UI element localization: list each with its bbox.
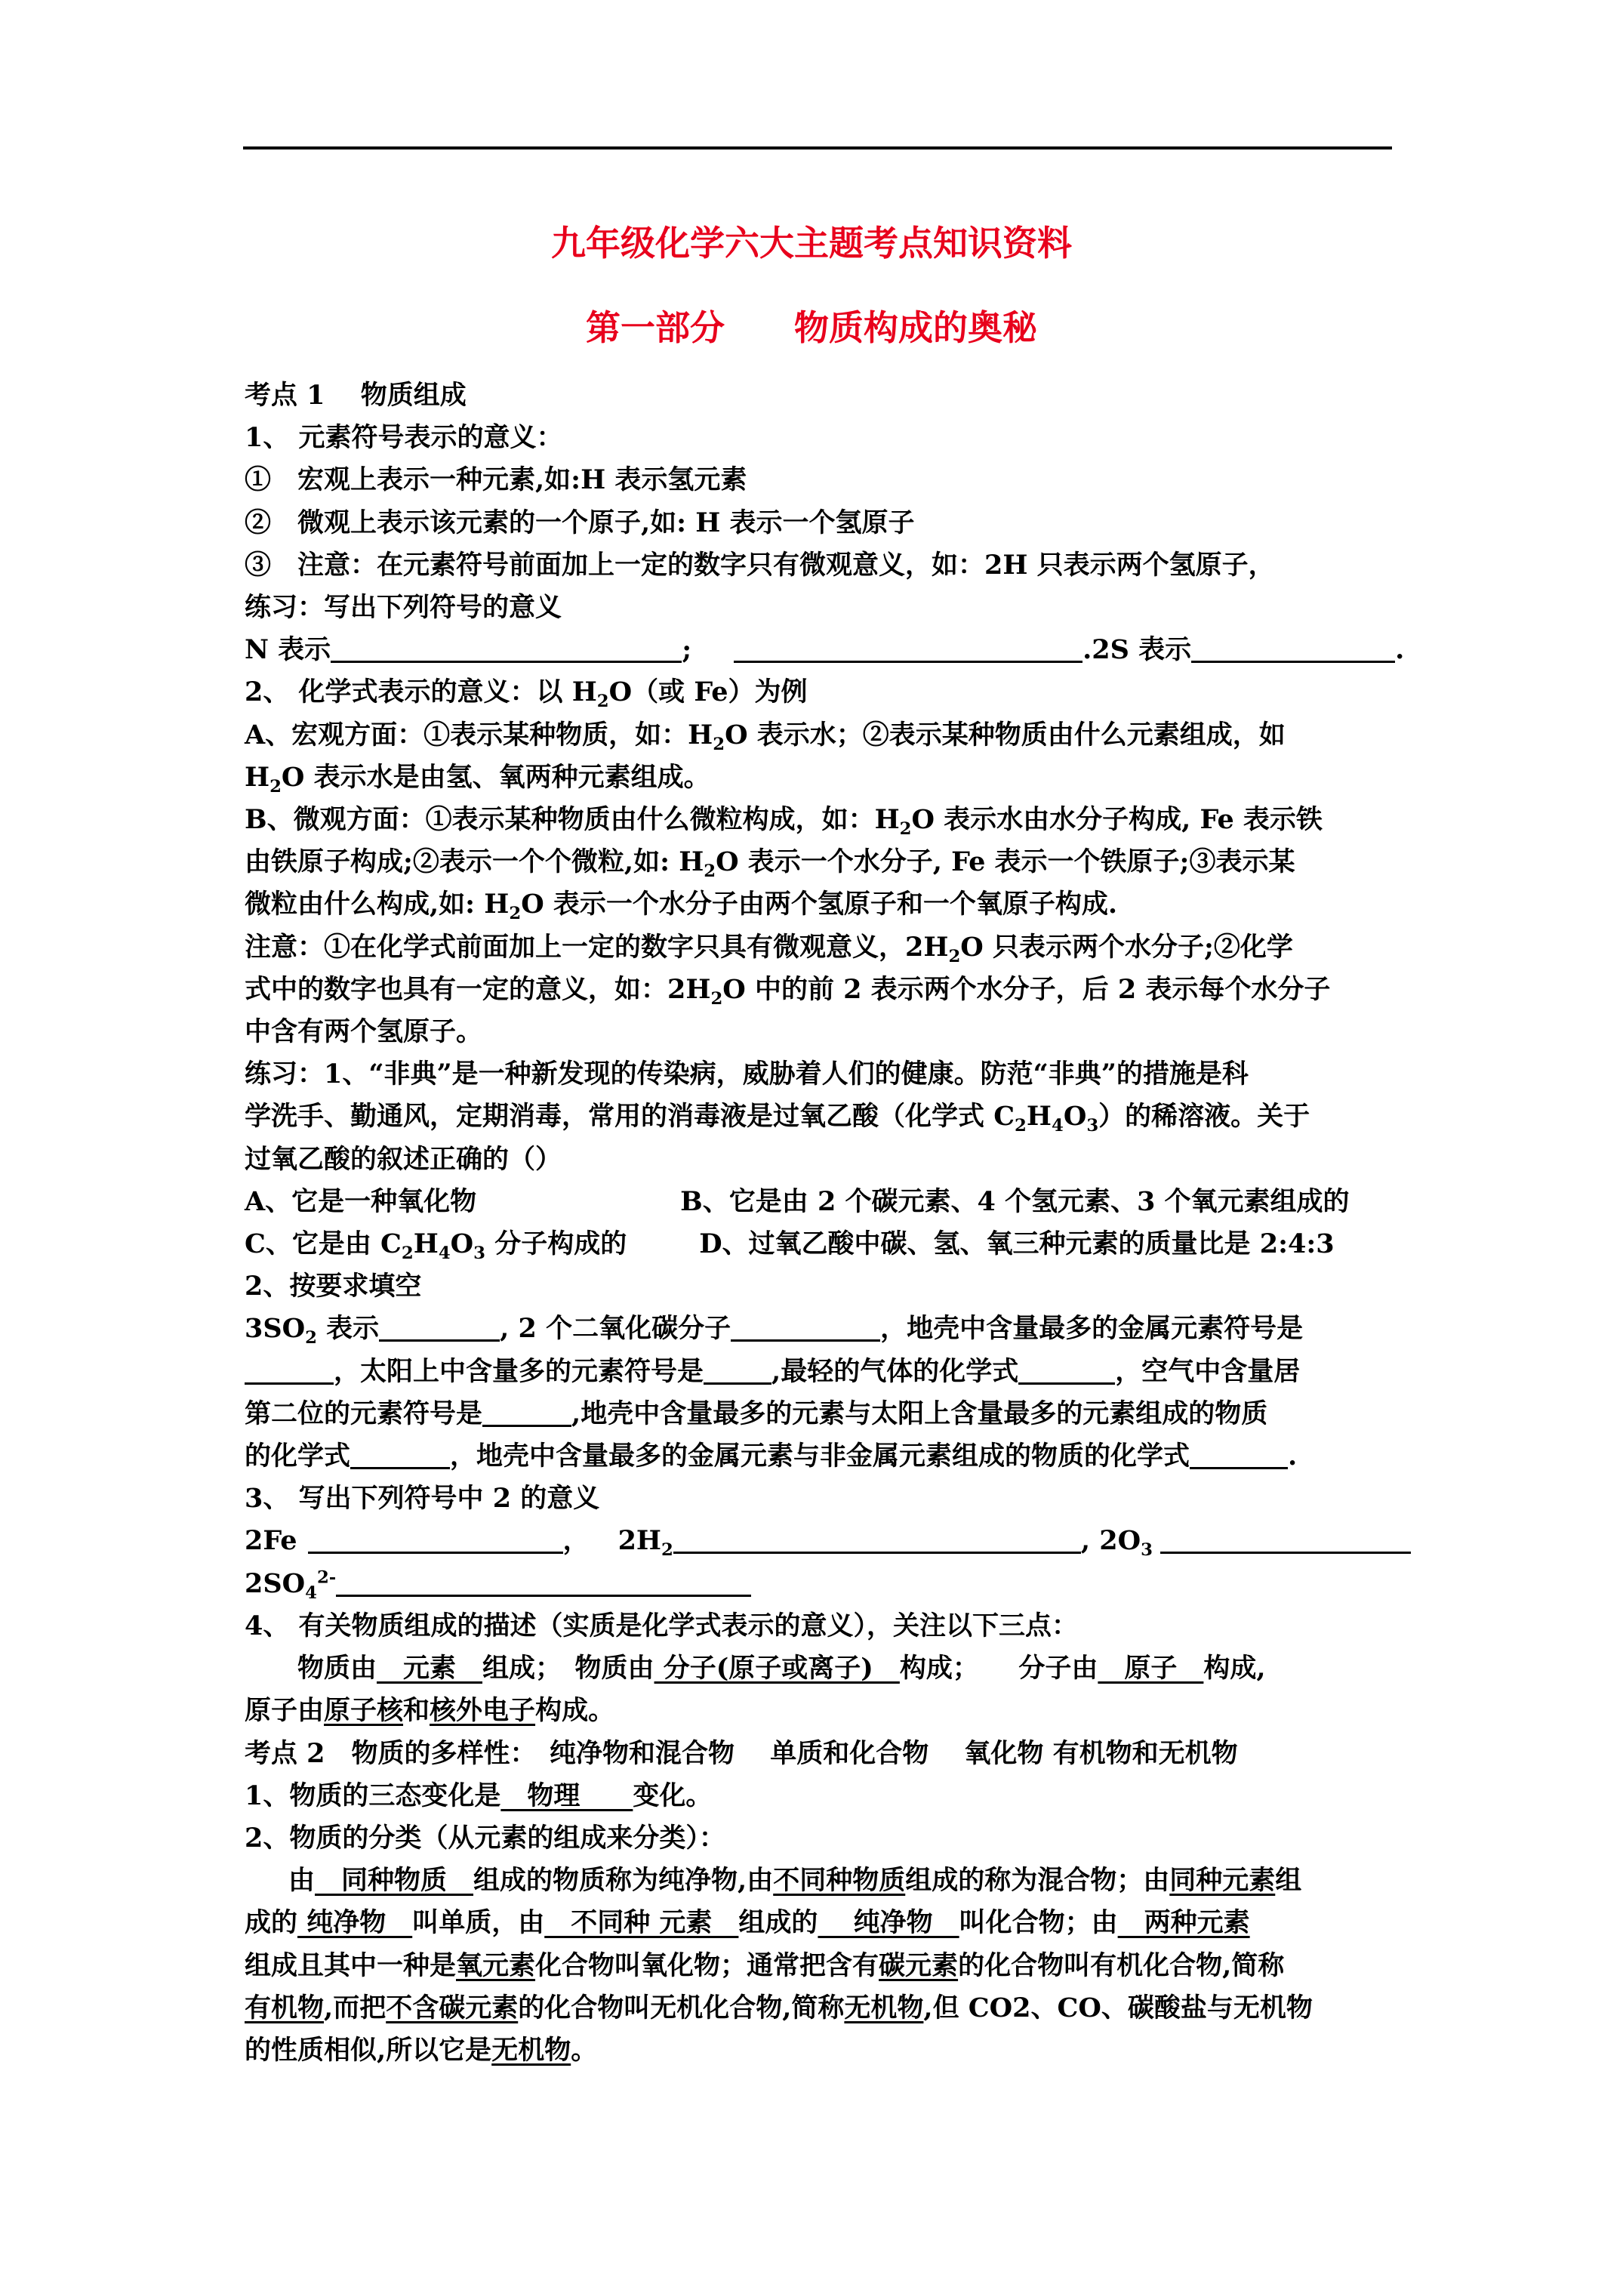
options-row-ab: [245, 1181, 1392, 1223]
classification-line-5: 的性质相似,所以它是无机物。: [245, 2034, 598, 2066]
states-change-line: 1、物质的三态变化是 物理 变化。: [245, 1780, 713, 1811]
item-1-point-3: ③ 注意：在元素符号前面加上一定的数字只有微观意义，如：2H 只表示两个氢原子，: [245, 549, 1275, 581]
exercise-2-line-2: ，太阳上中含量多的元素符号是 ,最轻的气体的化学式 ，空气中含量居: [245, 1351, 1392, 1393]
classification-line-2: 成的 纯净物 叫单质，由 不同种 元素 组成的 纯净物 叫化合物；由 两种元素: [245, 1907, 1250, 1939]
section-title: 第一部分 物质构成的奥秘: [586, 307, 1037, 348]
item-4-line-1: 物质由 元素 组成； 物质由 分子(原子或离子) 构成； 分子由 原子 构成,: [297, 1653, 1266, 1684]
header-rule: [243, 146, 1392, 149]
exercise-2-line-3: 第二位的元素符号是 ,地壳中含量最多的元素与太阳上含量最多的元素组成的物质: [245, 1398, 1268, 1429]
answer-blank[interactable]: [1191, 634, 1395, 663]
answer-blank[interactable]: [331, 634, 682, 663]
option-b[interactable]: B、它是由 2 个碳元素、4 个氢元素、3 个氧元素组成的: [680, 1185, 1350, 1217]
answer-blank[interactable]: [308, 1525, 563, 1554]
document-body: [245, 374, 1405, 2072]
exercise-1-line-2: 学洗手、勤通风，定期消毒，常用的消毒液是过氧乙酸（化学式 $C_2H_4O_3$）的稀溶液。关于: [245, 1101, 1310, 1136]
classification-line-1: 由 同种物质 组成的物质称为纯净物,由不同种物质组成的称为混合物；由同种元素组: [288, 1865, 1302, 1897]
heading-topic-1: 考点 1 物质组成: [245, 380, 467, 411]
exercise-1-line-1: 练习：1、“非典”是一种新发现的传染病，威胁着人们的健康。防范“非典”的措施是科: [245, 1059, 1249, 1090]
answer-blank[interactable]: [1190, 1441, 1288, 1469]
answer-blank[interactable]: [350, 1441, 450, 1469]
answer-blank[interactable]: [379, 1313, 500, 1342]
note-line-3: 中含有两个氢原子。: [245, 1016, 483, 1048]
classification-line-3: 组成且其中一种是氧元素化合物叫氧化物；通常把含有碳元素的化合物叫有机化合物,简称: [245, 1949, 1285, 1981]
item-2-heading: 2、 化学式表示的意义：以 $H_2O$（或 Fe）为例: [245, 676, 808, 712]
item-1-point-2: ② 微观上表示该元素的一个原子,如: H 表示一个氢原子: [245, 507, 915, 538]
exercise-2-line-4: 的化学式 ，地壳中含量最多的金属元素与非金属元素组成的物质的化学式 .: [245, 1441, 1298, 1472]
exercise-3-line-1: 2Fe ， $2H_2$ , $2O_3$: [245, 1520, 1392, 1562]
micro-aspect-line-1: B、微观方面：①表示某种物质由什么微粒构成，如：$H_2O$ 表示水由水分子构成, Fe 表示铁: [245, 804, 1323, 840]
answer-blank[interactable]: [1160, 1525, 1411, 1554]
exercise-line-1: N 表示 ; .2S 表示 .: [245, 634, 1405, 666]
exercise-label: 练习：写出下列符号的意义: [245, 592, 562, 624]
exercise-1-line-3: 过氧乙酸的叙述正确的（）: [245, 1143, 562, 1175]
item-1-heading: 1、 元素符号表示的意义：: [245, 422, 563, 454]
answer-blank[interactable]: [673, 1525, 1081, 1554]
answer-blank[interactable]: [734, 634, 1083, 663]
answer-blank[interactable]: [731, 1313, 880, 1342]
exercise-3-heading: 3、 写出下列符号中 2 的意义: [245, 1483, 600, 1515]
micro-aspect-line-2: 由铁原子构成;②表示一个个微粒,如: $H_2O$ 表示一个水分子, Fe 表示一个铁原子;③表示某: [245, 846, 1295, 882]
answer-blank[interactable]: [704, 1356, 771, 1385]
item-4-line-2: 原子由原子核和核外电子构成。: [245, 1695, 615, 1727]
option-a[interactable]: A、它是一种氧化物: [245, 1185, 477, 1217]
exercise-2-heading: 2、按要求填空: [245, 1271, 422, 1302]
options-row-cd: [245, 1223, 1392, 1265]
macro-aspect-line-2: $H_2O$ 表示水是由氢、氧两种元素组成。: [245, 761, 710, 797]
heading-topic-2: 考点 2 物质的多样性： 纯净物和混合物 单质和化合物 氧化物 有机物和无机物: [245, 1737, 1238, 1769]
answer-blank[interactable]: [245, 1356, 334, 1385]
exercise-2-line-1: $3SO_2$ 表示 , 2 个二氧化碳分子 ，地壳中含量最多的金属元素符号是: [245, 1313, 1304, 1348]
option-c[interactable]: C、它是由 $C_2H_4O_3$ 分子构成的: [245, 1228, 627, 1264]
note-line-2: 式中的数字也具有一定的意义，如：$2H_2O$ 中的前 2 表示两个水分子，后 2 表示每个水分子: [245, 973, 1331, 1009]
answer-blank[interactable]: [1018, 1356, 1115, 1385]
answer-blank[interactable]: [482, 1398, 571, 1427]
micro-aspect-line-3: 微粒由什么构成,如: $H_2O$ 表示一个水分子由两个氢原子和一个氧原子构成.: [245, 889, 1118, 924]
document-title: 九年级化学六大主题考点知识资料: [551, 223, 1072, 264]
exercise-3-line-2: $2SO_4^{2-}$: [245, 1563, 1392, 1605]
macro-aspect-line-1: A、宏观方面：①表示某种物质，如：$H_2O$ 表示水；②表示某种物质由什么元素组成，如: [245, 719, 1286, 754]
answer-blank[interactable]: [336, 1568, 751, 1597]
option-d[interactable]: D、过氧乙酸中碳、氢、氧三种元素的质量比是 2:4:3: [699, 1228, 1335, 1260]
item-1-point-1: ① 宏观上表示一种元素,如:H 表示氢元素: [245, 464, 747, 496]
classification-line-4: 有机物,而把不含碳元素的化合物叫无机化合物,简称无机物,但 CO2、CO、碳酸盐与无机物: [245, 1992, 1313, 2023]
classification-heading: 2、物质的分类（从元素的组成来分类）：: [245, 1822, 725, 1854]
item-4-heading: 4、 有关物质组成的描述（实质是化学式表示的意义），关注以下三点：: [245, 1610, 1079, 1641]
note-line-1: 注意：①在化学式前面加上一定的数字只具有微观意义，$2H_2O$ 只表示两个水分子;②化学: [245, 931, 1293, 966]
